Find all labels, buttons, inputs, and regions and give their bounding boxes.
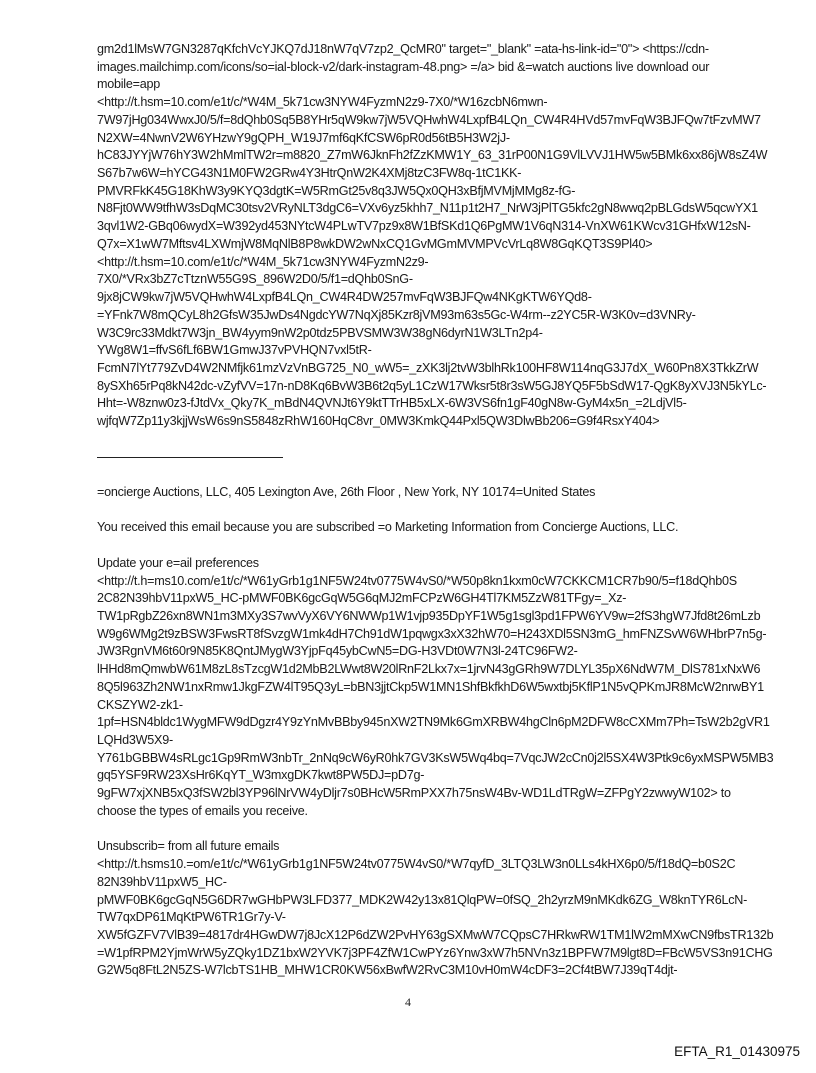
company-address: =oncierge Auctions, LLC, 405 Lexington Ave, 26th Floor , New York, NY 10174=United States <box>97 484 596 499</box>
email-text-line: gm2d1lMsW7GN3287qKfchVcYJKQ7dJ18nW7qV7zp2_QcMR0" target="_blank" =ata-hs-link-id="0"> <https://cdn- <box>97 42 709 56</box>
horizontal-rule <box>97 457 283 458</box>
unsubscribe-link-line: TW7qxDP61MqKtPW6TR1Gr7y-V- <box>97 910 286 925</box>
tracking-link-line: YWg8W1=ffvS6fLf6BW1GmwJ37vPVHQN7vxl5tR- <box>97 343 372 358</box>
update-preferences-link-line: 8Q5l963Zh2NW1nxRmw1JkgFZW4lT95Q3yL=bBN3jjtCkp5W1MN1ShfBkfkhD6W5wxtbj5KflP1N5vQPKmJR8McW2nrwBY1 <box>97 679 764 694</box>
document-id: EFTA_R1_01430975 <box>674 1044 800 1059</box>
email-text-line: images.mailchimp.com/icons/so=ial-block-v2/dark-instagram-48.png> =/a> bid &=watch auctions live download our <box>97 59 710 74</box>
update-preferences-link-line: W9g6WMg2t9zBSW3FwsRT8fSvzgW1mk4dH7Ch91dW1pqwgx3xX32hW70=H243XDl5SN3mG_hmFNZSvW6WHbrP7n5g- <box>97 626 767 641</box>
blank-line <box>97 537 807 555</box>
update-preferences-link-line: LQHd3W5X9- <box>97 733 173 748</box>
tracking-link-line: 7X0/*VRx3bZ7cTtznW55G9S_896W2D0/5/f1=dQhb0SnG- <box>97 272 413 287</box>
email-body <box>97 41 807 980</box>
tracking-link-line: =YFnk7W8mQCyL8h2GfsW35JwDs4NgdcYW7NqXj85Kzr8jVM93m63s5Gc-W4rm--z2YC5R-W3K0v=d3VNRy- <box>97 307 696 322</box>
tracking-link-line: S67b7w6W=hYCG43N1M0FW2GRw4Y3HtrQnW2K4XMj8tzC3FW8q-1tC1KK- <box>97 166 522 181</box>
update-preferences-link-line: 2C82N39hbV11pxW5_HC-pMWF0BK6gcGqW5G6qMJ2mFCPzW6GH4Tl7KM5ZzW81TFgy=_Xz- <box>97 591 627 606</box>
blank-line <box>97 431 807 449</box>
subscription-notice: You received this email because you are subscribed =o Marketing Information from Concierge Auctions, LLC. <box>97 520 679 535</box>
separator-row <box>97 449 807 467</box>
update-preferences-link-line: gq5YSF9RW23XsHr6KqYT_W3mxgDK7kwt8PW5DJ=pD7g- <box>97 768 425 783</box>
tracking-link-line: <http://t.hsm=10.com/e1t/c/*W4M_5k71cw3NYW4FyzmN2z9- <box>97 254 429 269</box>
email-text-line: mobile=app <box>97 77 160 92</box>
unsubscribe-link-line: <http://t.hsms10.=om/e1t/c/*W61yGrb1g1NF5W24tv0775W4vS0/*W7qyfD_3LTQ3LW3n0LLs4kHX6p0/5/f18dQ=b0S2C <box>97 857 736 872</box>
tracking-link-line: Hht=-W8znw0z3-fJtdVx_Qky7K_mBdN4QVNJt6Y9ktTTrHB5xLX-6W3VS6fn1gF40gN8w-GyM4x5n_=2LdjVl5- <box>97 396 687 411</box>
tracking-link-line: W3C9rc33Mdkt7W3jn_BW4yym9nW2p0tdz5PBVSMW3W38gN6dyrN1W3LTn2p4- <box>97 325 543 340</box>
blank-line <box>97 502 807 520</box>
update-preferences-link-line: choose the types of emails you receive. <box>97 803 308 818</box>
tracking-link-line: wjfqW7Zp11y3kjjWsW6s9nS5848zRhW160HqC8vr_0MW3KmkQ44Pxl5QW3DlwBb206=G9f4RsxY404> <box>97 414 660 429</box>
unsubscribe-link-line: G2W5q8FtL2N5ZS-W7lcbTS1HB_MHW1CR0KW56xBwfW2RvC3M10vH0mW4cDF3=2Cf4tBW7J39qT4djt- <box>97 963 678 978</box>
unsubscribe-link-line: pMWF0BK6gcGqN5G6DR7wGHbPW3LFD377_MDK2W42y13x81QlqPW=0fSQ_2h2yrzM9nMKdk6ZG_W8knTYR6LcN- <box>97 892 748 907</box>
blank-line <box>97 466 807 484</box>
unsubscribe-link-line: XW5fGZFV7VlB39=4817dr4HGwDW7j8JcX12P6dZW2PvHY63gSXMwW7CQpsC7HRkwRW1TM1lW2mMXwCN9fbsTR132b <box>97 927 774 942</box>
tracking-link-line: N8Fjt0WW9tfhW3sDqMC30tsv2VRyNLT3dgC6=VXv6yz5khh7_N11p1t2H7_NrW3jPlTG5kfc2gN8wwq2pBLGdsW5qcwYX1 <box>97 201 758 216</box>
update-preferences-link-line: lHHd8mQmwbW61M8zL8sTzcgW1d2MbB2LWwt8W20lRnF2Lkx7x=1jrvN43gGRh9W7DLYL35pX6NdW7M_DlS781xNxW6 <box>97 662 761 677</box>
tracking-link-line: <http://t.hsm=10.com/e1t/c/*W4M_5k71cw3NYW4FyzmN2z9-7X0/*W16zcbN6mwn- <box>97 95 548 110</box>
update-preferences-link-line: TW1pRgbZ26xn8WN1m3MXy3S7wvVyX6VY6NWWp1W1vjp935DpYF1W5g1sgl3pd1FPW6YV9w=2fS3hgW7Jfd8t26mLzb <box>97 609 761 623</box>
blank-line <box>97 821 807 839</box>
update-preferences-link-line: 1pf=HSN4bldc1WygMFW9dDgzr4Y9zYnMvBBby945nXW2TN9Mk6GmXRBW4hgCln6pM2DFW8cCXMm7Ph=TsW2b2gVR1 <box>97 715 770 730</box>
update-preferences-label: Update your e=ail preferences <box>97 555 259 570</box>
tracking-link-line: PMVRFkK45G18KhW3y9KYQ3dgtK=W5RmGt25v8q3JW5Qx0QH3xBfjMVMjMMg8z-fG- <box>97 183 576 198</box>
tracking-link-line: 3qvl1W2-GBq06wydX=W392yd453NYtcW4PLwTV7pz9x8W1BfSKd1Q6PgMW1V6qN314-VnXW61KWcv31GHfxW12sN- <box>97 219 751 234</box>
tracking-link-line: 7W97jHg034WwxJ0/5/f=8dQhb0Sq5B8YHr5qW9kw7jW5VQHwhW4LxpfB4LQn_CW4R4HVd57mvFqW3BJFQw7tFzvMW7 <box>97 112 761 127</box>
update-preferences-link-line: Y761bGBBW4sRLgc1Gp9RmW3nbTr_2nNq9cW6yR0hk7GV3KsW5Wq4bq=7VqcJW2cCn0j2l5SX4W3Ptk9c6yxMSPW5MB3 <box>97 750 774 765</box>
update-preferences-link-line: JW3RgnVM6t60r9N85K8QntJMygW3YjpFq45ybCwN5=DG-H3VDt0W7N3l-24TC96FW2- <box>97 644 578 659</box>
tracking-link-line: N2XW=4NwnV2W6YHzwY9gQPH_W19J7mf6qKfCSW6pR0d56tB5H3W2jJ- <box>97 130 510 145</box>
page-number: 4 <box>405 995 411 1009</box>
update-preferences-link-line: 9gFW7xjXNB5xQ3fSW2bl3YP96lNrVW4yDljr7s0BHcW5RmPXX7h75nsW4Bv-WD1LdTRgW=ZFPgY2zwwyW102> to <box>97 786 731 801</box>
unsubscribe-link-line: =W1pfRPM2YjmWrW5yZQky1DZ1bxW2YVK7j3PF4ZfW1CwPYz6Ynw3xW7h5NVn3z1BPFW7M9lgt8D=FBcW5VS3n91CHG <box>97 945 773 960</box>
update-preferences-link-line: <http://t.h=ms10.com/e1t/c/*W61yGrb1g1NF5W24tv0775W4vS0/*W50p8kn1kxm0cW7CKKCM1CR7b90/5=f18dQhb0S <box>97 573 737 588</box>
unsubscribe-link-line: 82N39hbV11pxW5_HC- <box>97 874 227 889</box>
update-preferences-link-line: CKSZYW2-zk1- <box>97 697 183 712</box>
tracking-link-line: hC83JYYjW76hY3W2hMmlTW2r=m8820_Z7mW6JknFh2fZzKMW1Y_63_31rP00N1G9VlLVVJ1HW5w5BMk6xx86jW8sZ4W <box>97 148 768 163</box>
unsubscribe-label: Unsubscrib= from all future emails <box>97 839 280 854</box>
tracking-link-line: 9jx8jCW9kw7jW5VQHwhW4LxpfB4LQn_CW4R4DW257mvFqW3BJFQw4NKgKTW6YQd8- <box>97 290 592 305</box>
tracking-link-line: FcmN7lYt779ZvD4W2NMfjk61mzVzVnBG725_N0_wW5=_zXK3lj2tvW3blhRk100HF8W114nqG3J7dX_W60Pn8X3TkkZrW <box>97 360 759 375</box>
tracking-link-line: 8ySXh65rPq8kN42dc-vZyfVV=17n-nD8Kq6BvW3B6t2q5yL1CzW17Wksr5t8r3sW5GJ8YQ5F5bSdW17-QgK8yXVJ3N5kYLc- <box>97 378 767 393</box>
tracking-link-line: Q7x=X1wW7Mftsv4LXWmjW8MqNlB8P8wkDW2wNxCQ1GvMGmMVMPVcVrLq8W8GqKQT3S9Pl40> <box>97 236 653 251</box>
